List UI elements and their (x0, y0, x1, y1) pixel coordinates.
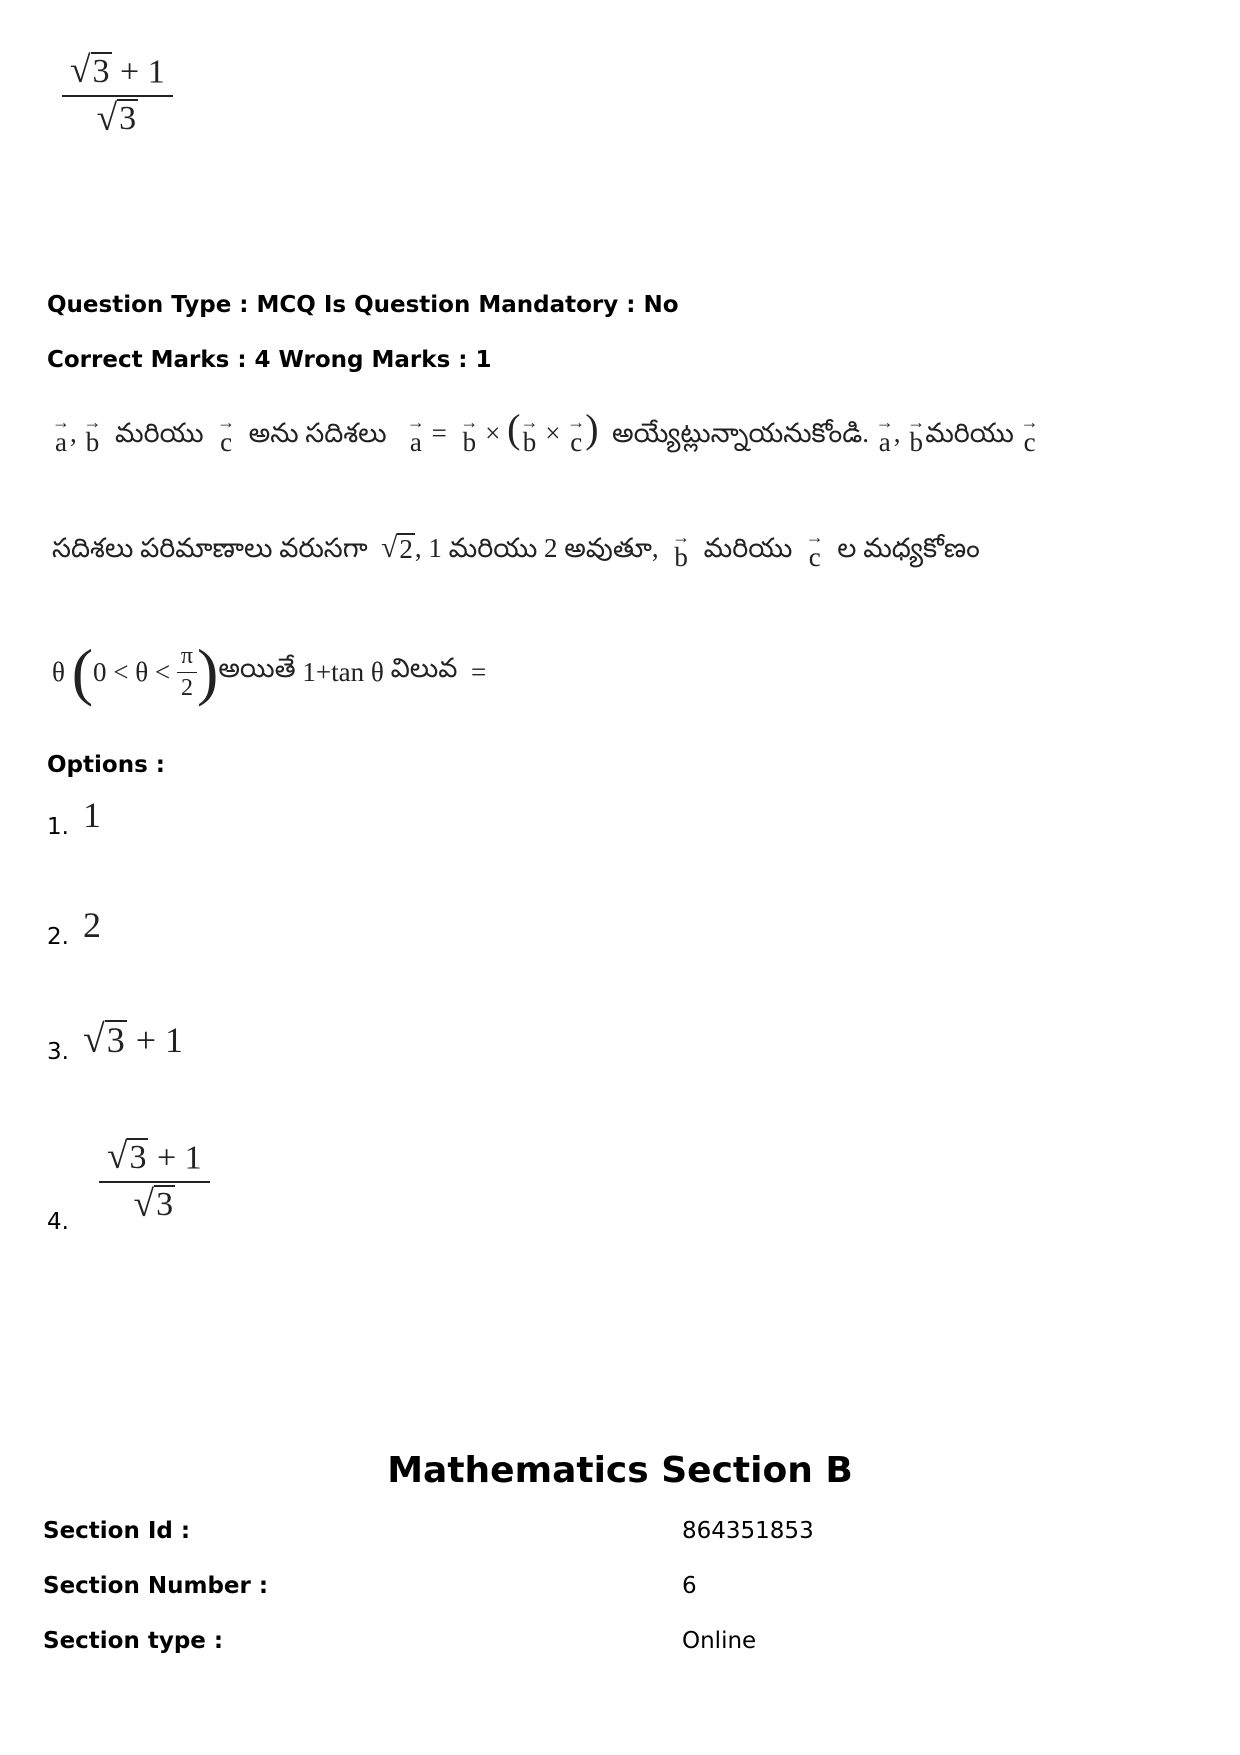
vector-c-4: → c (805, 527, 824, 572)
option-value: √ 3 + 1 (82, 1017, 183, 1061)
vector-a: → a (52, 412, 70, 457)
numerator-radicand: 3 (92, 53, 110, 90)
section-id-value: 864351853 (682, 1518, 814, 1544)
vector-a-2: → a (406, 412, 425, 457)
denominator-radicand: 3 (119, 100, 137, 138)
option-number: 3. (47, 1039, 69, 1065)
vector-c-2: → c (567, 412, 586, 457)
section-id-label: Section Id : (43, 1518, 191, 1544)
option-number: 1. (47, 814, 69, 840)
question-line-3: θ ( 0 < θ < $\frac{\pi}{2}$ ) అయితే 1+tan θ విలువ = (52, 636, 487, 707)
vector-b: → b (83, 412, 102, 457)
option-2[interactable] (47, 905, 101, 952)
vector-b-5: → b (672, 527, 691, 572)
section-type-value: Online (682, 1628, 757, 1654)
marks-line: Correct Marks : 4 Wrong Marks : 1 (47, 347, 492, 373)
section-type-label: Section type : (43, 1628, 224, 1654)
vector-a-3: → a (875, 412, 894, 457)
option-value: √ 3 + 1 √ 3 (99, 1138, 210, 1225)
option-number: 4. (47, 1208, 69, 1235)
pi-over-two: $\frac{\pi}{2}$ (177, 643, 197, 702)
vector-b-4: → b (907, 412, 926, 457)
question-type-line: Question Type : MCQ Is Question Mandatory : No (47, 292, 679, 318)
vector-c: → c (217, 412, 236, 457)
vector-c-3: → c (1020, 412, 1039, 457)
question-line-1: → a , → b మరియు → c అను సదిశలు → a = → b × ( → b × → c ) అయ్యేట్లున్నాయనుకోండి. → a , → b మరియు → c (52, 406, 1039, 457)
section-number-label: Section Number : (43, 1573, 269, 1599)
option-number: 2. (47, 924, 69, 950)
section-number-value: 6 (682, 1573, 697, 1599)
vector-b-2: → b (460, 412, 479, 457)
option-3[interactable] (47, 1017, 183, 1067)
section-title: Mathematics Section B (387, 1450, 853, 1491)
option-value: 2 (82, 905, 101, 945)
option-value: 1 (82, 795, 101, 835)
numerator-rest: + 1 (120, 53, 165, 91)
vector-b-3: → b (520, 412, 539, 457)
options-label: Options : (47, 752, 165, 778)
sqrt-two: √ 2 (381, 532, 413, 565)
option-1[interactable] (47, 795, 101, 842)
question-line-2: సదిశలు పరిమాణాలు వరుసగా √ 2 , 1 మరియు 2 అవుతూ, → b మరియు → c ల మధ్యకోణం (52, 527, 980, 572)
previous-option-fraction: √ 3 + 1 √ 3 (62, 52, 173, 139)
option-4[interactable] (47, 1136, 210, 1239)
